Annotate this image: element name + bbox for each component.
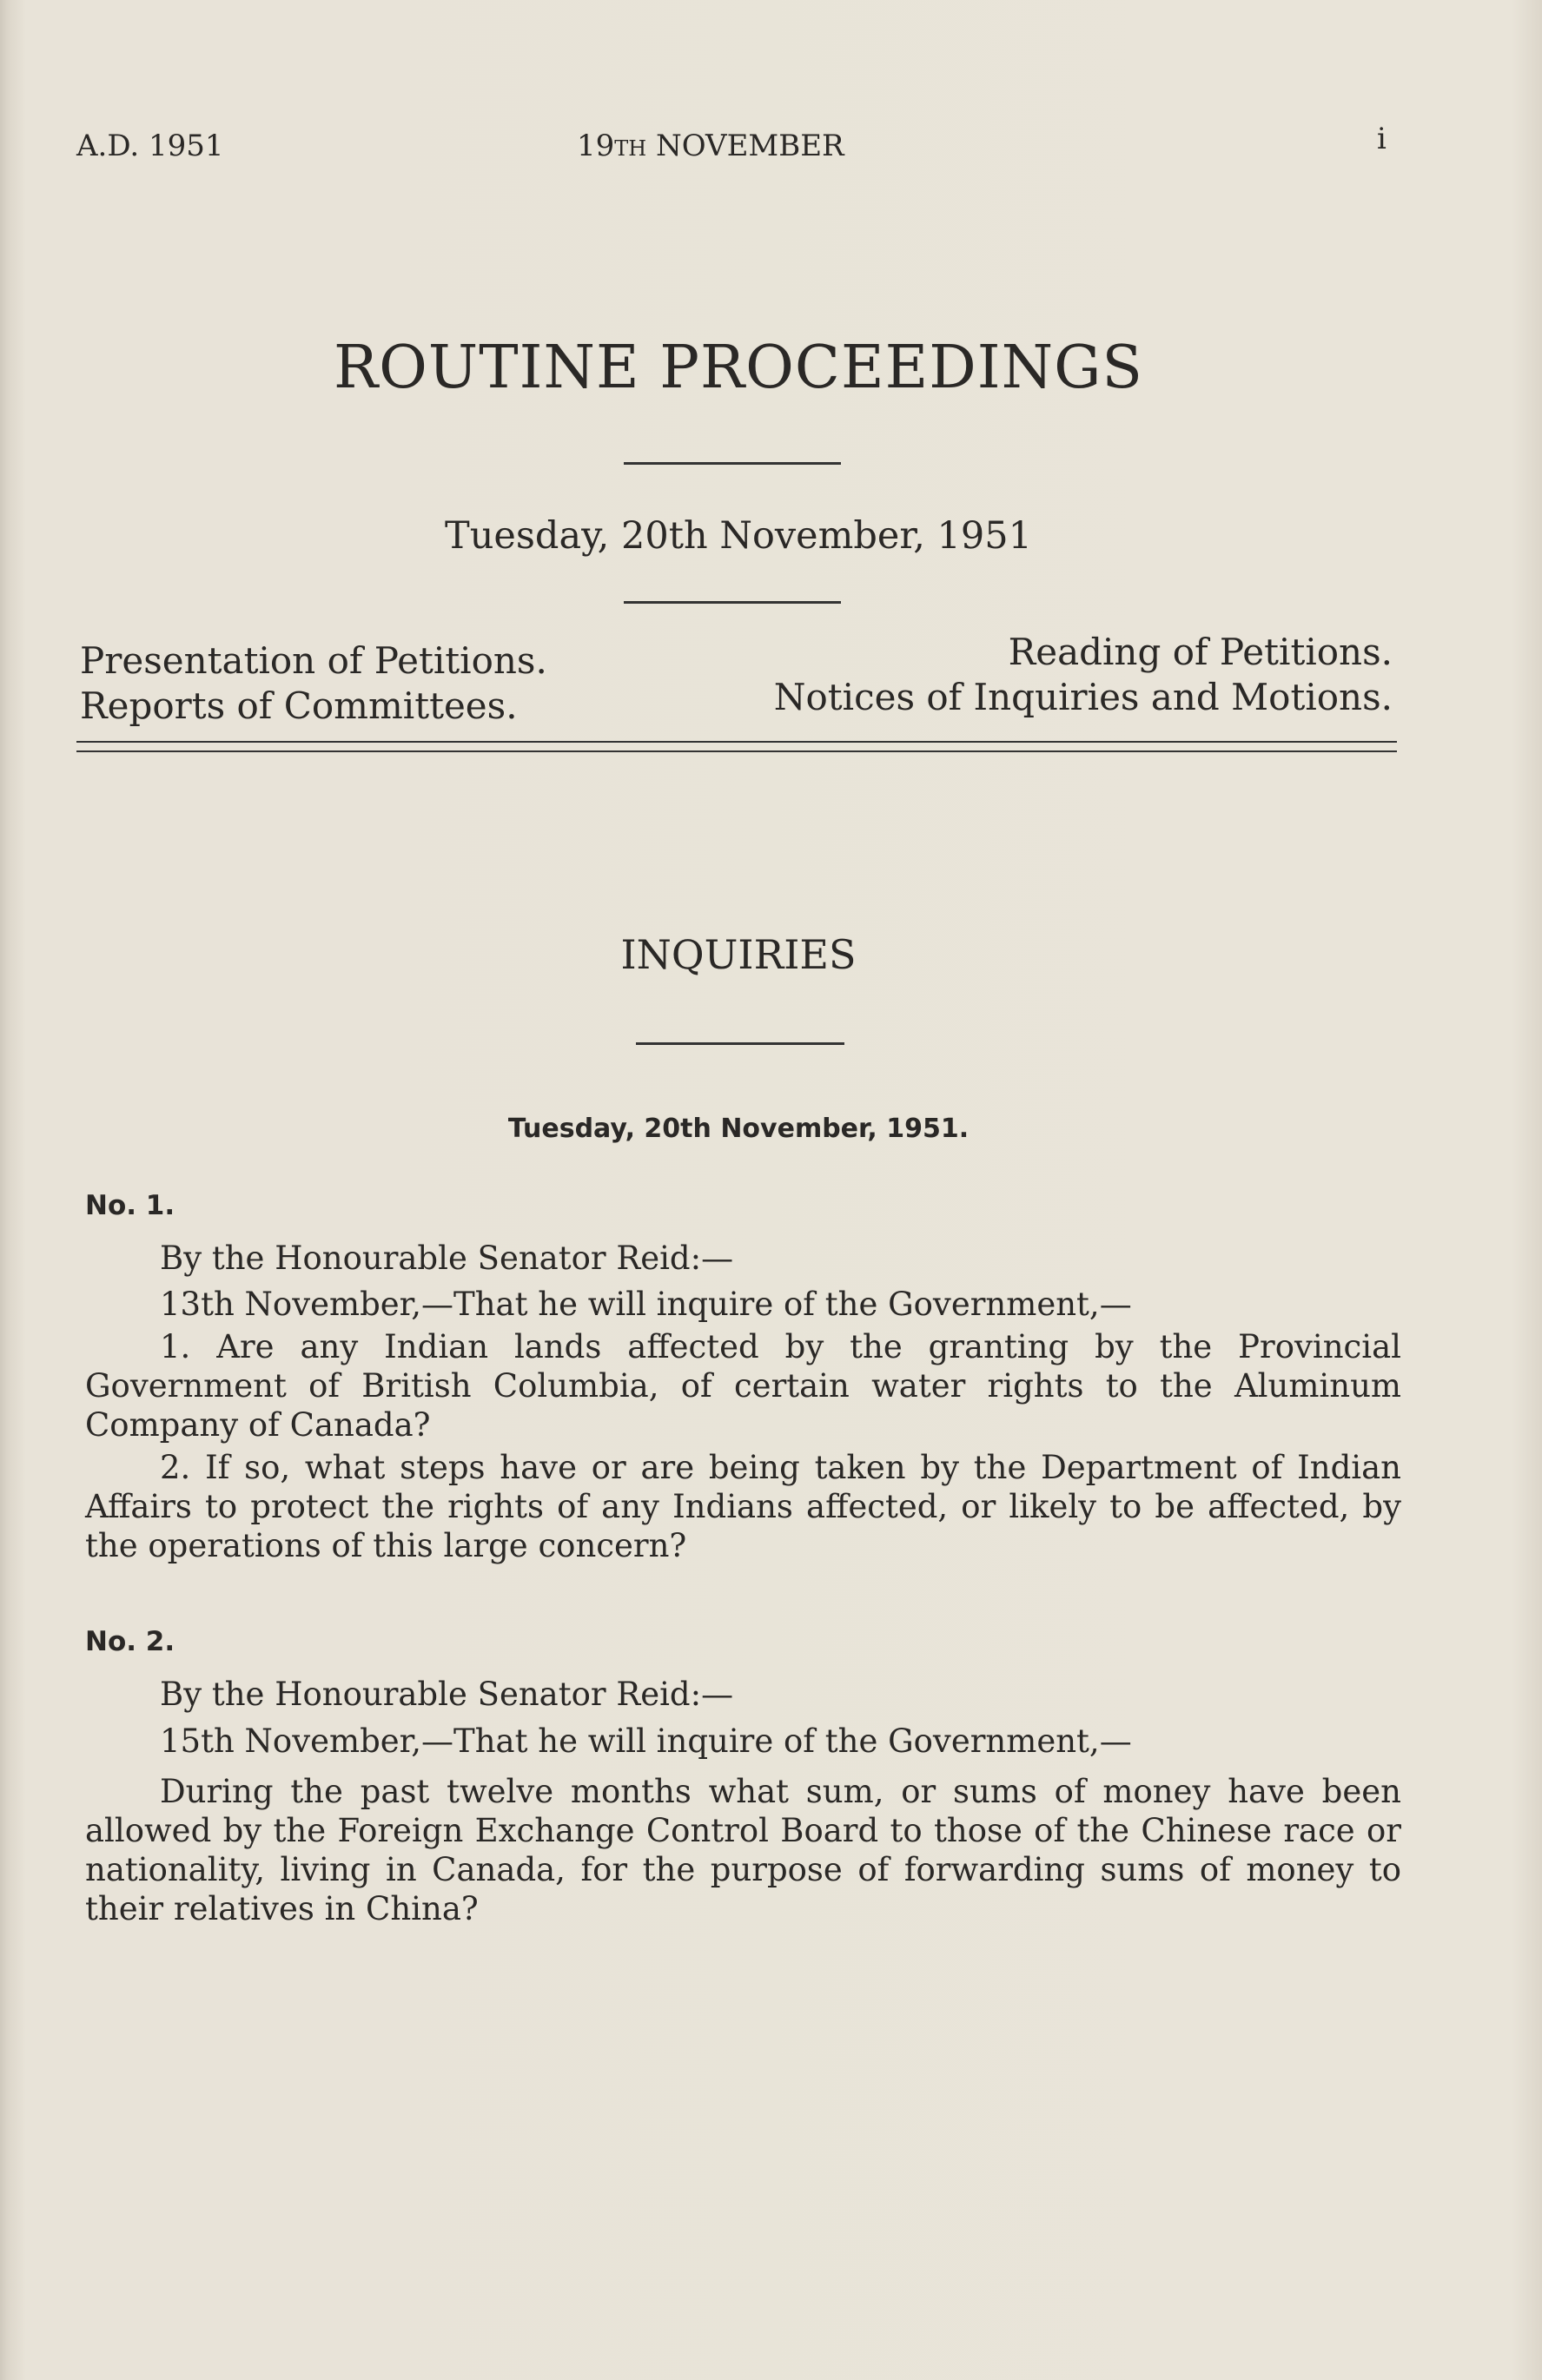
section-heading-inquiries: INQUIRIES <box>620 931 857 978</box>
section-rule <box>636 1042 844 1045</box>
inquiry-2-number: No. 2. <box>85 1626 175 1657</box>
inquiry-1-question-1: 1. Are any Indian lands affected by the granting by the Provincial Government of British Columbia, of certain water rights to the Aluminum Company of Canada? <box>85 1328 1401 1444</box>
inquiries-date: Tuesday, 20th November, 1951. <box>507 1114 970 1144</box>
inquiry-1-question-2: 2. If so, what steps have or are being taken by the Department of Indian Affairs to protect the rights of any Indians affected, or likely to be affected, by the operations of this large concern? <box>85 1449 1401 1564</box>
header-day-suffix: TH <box>614 136 647 161</box>
order-reading-of-petitions: Reading of Petitions. <box>1008 631 1393 673</box>
order-reports-of-committees: Reports of Committees. <box>80 684 518 727</box>
double-rule <box>76 741 1397 752</box>
inquiry-1-number: No. 1. <box>85 1190 175 1221</box>
inquiry-2-by: By the Honourable Senator Reid:— <box>160 1676 734 1713</box>
date-rule <box>624 601 841 604</box>
sitting-date: Tuesday, 20th November, 1951 <box>445 514 1032 558</box>
header-day: 19 <box>577 129 615 163</box>
inquiry-2-question: During the past twelve months what sum, or sums of money have been allowed by the Foreign Exchange Control Board to those of the Chinese race or nationality, living in Canada, for the purpose of forwarding sums of money to their relatives in China? <box>85 1773 1401 1927</box>
order-notices-of-inquiries: Notices of Inquiries and Motions. <box>773 676 1393 718</box>
inquiry-1-by: By the Honourable Senator Reid:— <box>160 1240 734 1277</box>
title-rule <box>624 462 841 465</box>
header-year: A.D. 1951 <box>76 129 224 163</box>
inquiry-2-notice: 15th November,—That he will inquire of the Government,— <box>160 1722 1132 1760</box>
header-month: NOVEMBER <box>646 129 844 163</box>
page-title: ROUTINE PROCEEDINGS <box>333 334 1144 402</box>
header-date <box>577 129 844 163</box>
inquiry-1-notice: 13th November,—That he will inquire of the Government,— <box>160 1286 1132 1323</box>
page-number: i <box>1377 122 1386 156</box>
order-presentation-of-petitions: Presentation of Petitions. <box>80 639 547 682</box>
